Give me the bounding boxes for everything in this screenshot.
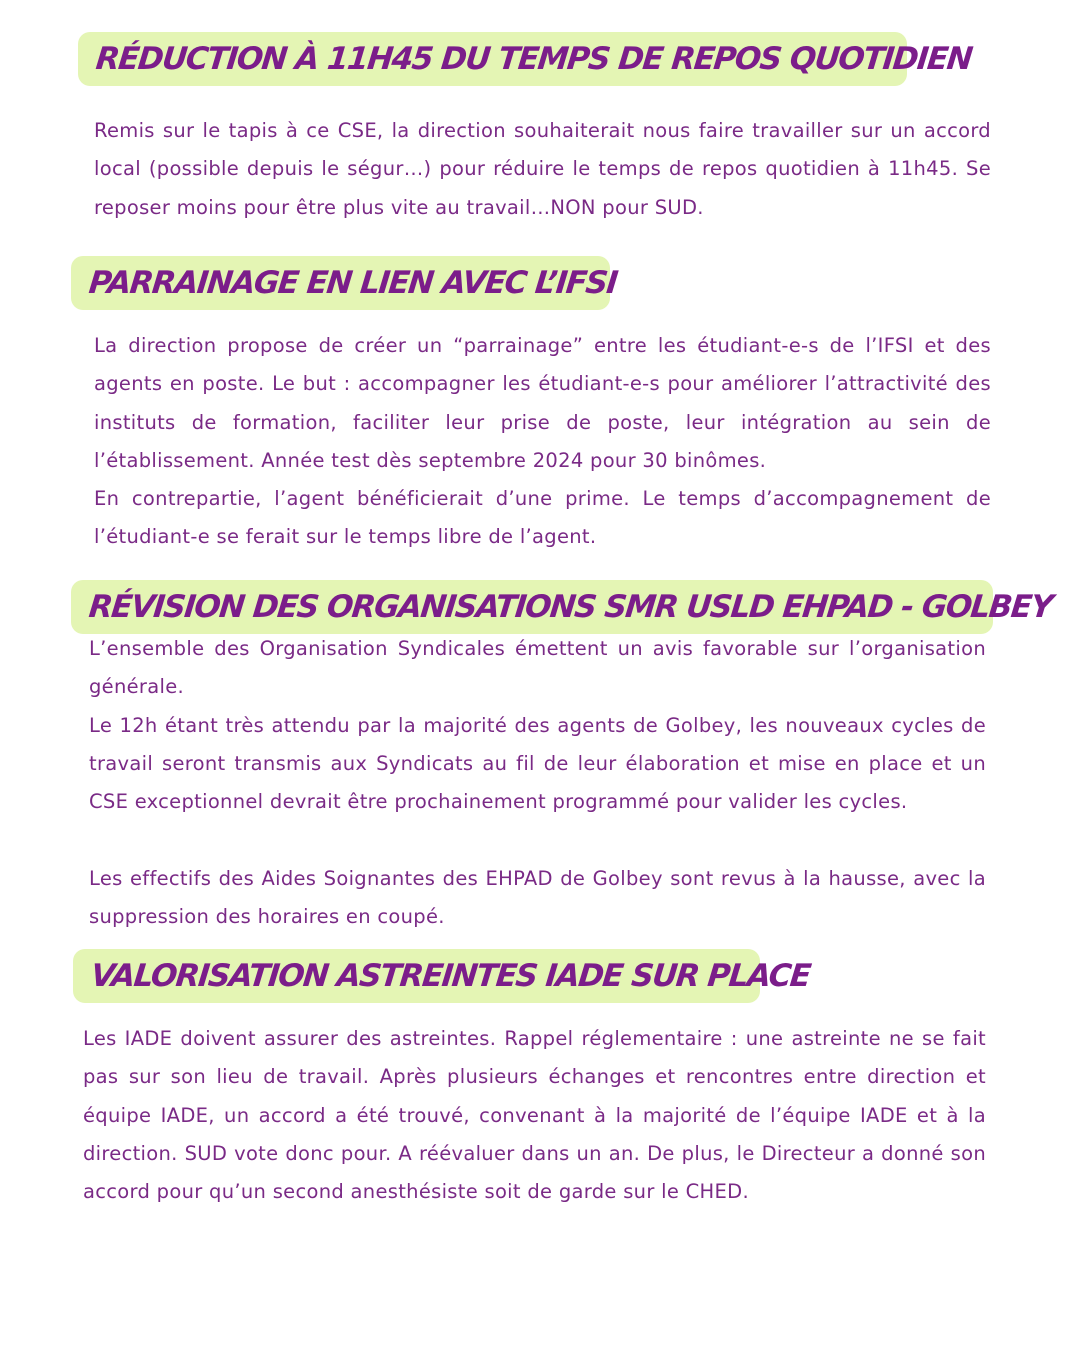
section-title-revision: RÉVISION DES ORGANISATIONS SMR USLD EHPAD - GOLBEY xyxy=(87,589,1054,625)
section-heading-parrainage xyxy=(71,256,619,310)
paragraph: L’ensemble des Organisation Syndicales émettent un avis favorable sur l’organisation générale. xyxy=(89,637,986,699)
section-body-revision xyxy=(89,630,986,936)
section-heading-astreintes xyxy=(73,949,812,1003)
section-heading-repos xyxy=(78,32,974,86)
paragraph: La direction propose de créer un “parrainage” entre les étudiant-e-s de l’IFSI et des agents en poste. Le but : accompagner les étudiant-e-s pour améliorer l’attractivité des instituts de formation, faciliter leur prise de poste, leur intégration au sein de l’établissement. Année test dès septembre 2024 pour 30 binômes. xyxy=(94,334,991,472)
section-body-repos xyxy=(94,112,991,227)
paragraph: En contrepartie, l’agent bénéficierait d’une prime. Le temps d’accompagnement de l’étudiant-e se ferait sur le temps libre de l’agent. xyxy=(94,487,991,549)
section-title-astreintes: VALORISATION ASTREINTES IADE SUR PLACE xyxy=(89,958,812,994)
paragraph: Le 12h étant très attendu par la majorité des agents de Golbey, les nouveaux cycles de travail seront transmis aux Syndicats au fil de leur élaboration et mise en place et un CSE exceptionnel devrait être prochainement programmé pour valider les cycles. xyxy=(89,713,986,814)
paragraph: Remis sur le tapis à ce CSE, la direction souhaiterait nous faire travailler sur un accord local (possible depuis le ségur…) pour réduire le temps de repos quotidien à 11h45. Se reposer moins pour être plus vite au travail…NON pour SUD. xyxy=(94,119,991,219)
paragraph-spacer xyxy=(89,821,986,859)
section-body-parrainage xyxy=(94,327,991,557)
section-body-astreintes xyxy=(83,1020,986,1211)
paragraph: Les IADE doivent assurer des astreintes. Rappel réglementaire : une astreinte ne se fait pas sur son lieu de travail. Après plusieurs échanges et rencontres entre direction et équipe IADE, un accord a été trouvé, convenant à la majorité de l’équipe IADE et à la direction. SUD vote donc pour. A réévaluer dans un an. De plus, le Directeur a donné son accord pour qu’un second anesthésiste soit de garde sur le CHED. xyxy=(83,1027,986,1204)
paragraph: Les effectifs des Aides Soignantes des EHPAD de Golbey sont revus à la hausse, avec la suppression des horaires en coupé. xyxy=(89,866,986,929)
section-title-repos: RÉDUCTION À 11H45 DU TEMPS DE REPOS QUOTIDIEN xyxy=(94,41,974,77)
section-title-parrainage: PARRAINAGE EN LIEN AVEC L’IFSI xyxy=(87,265,619,301)
section-heading-revision xyxy=(71,580,1054,634)
